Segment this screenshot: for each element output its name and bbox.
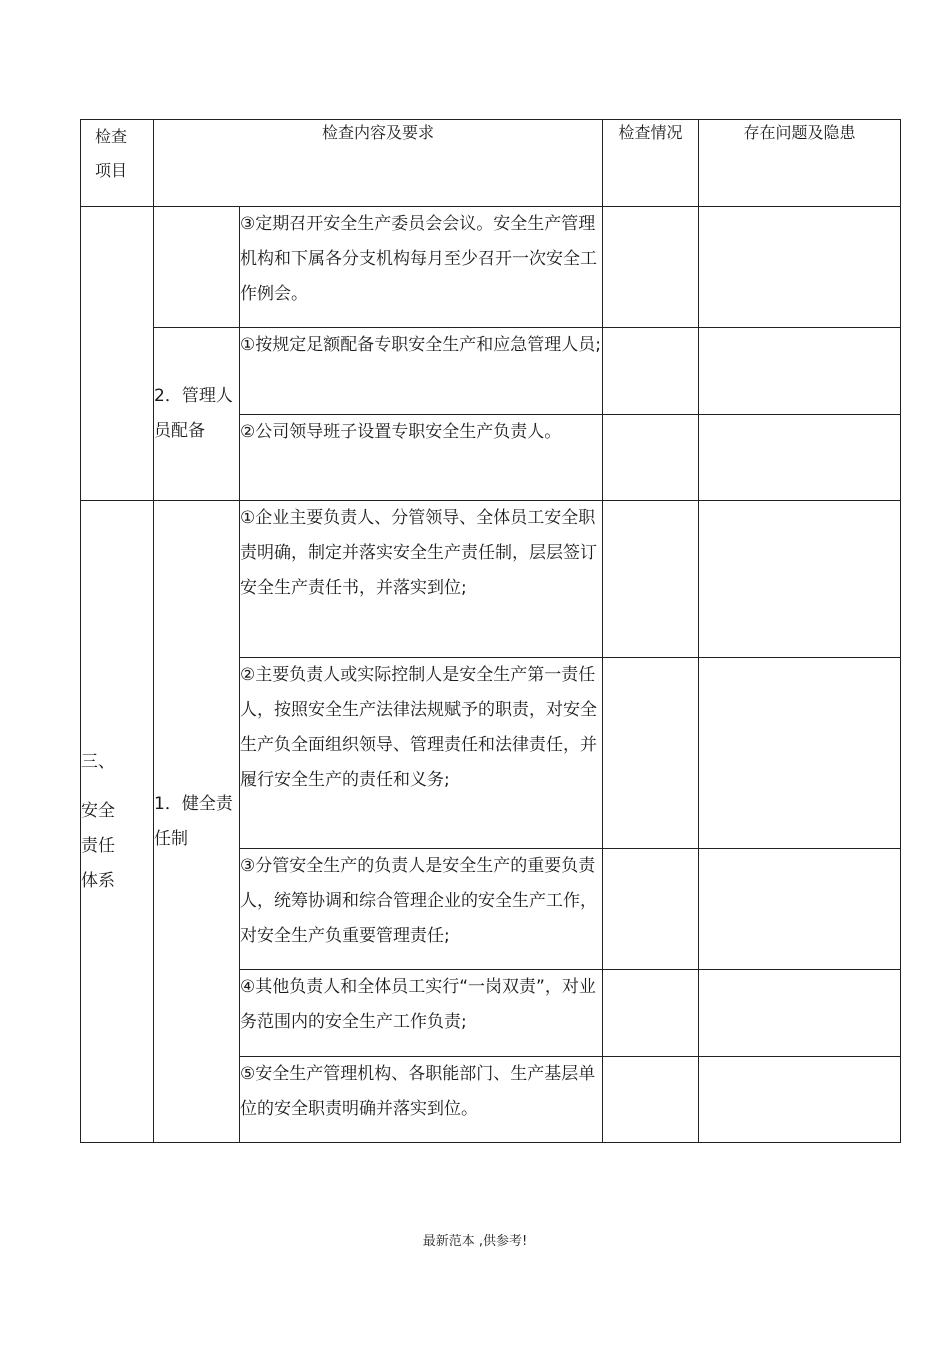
issues-cell[interactable] bbox=[699, 970, 901, 1057]
table-row bbox=[81, 207, 901, 328]
category-cell-empty bbox=[81, 207, 154, 501]
requirement-cell: ②公司领导班子设置专职安全生产负责人。 bbox=[240, 415, 603, 501]
header-issues: 存在问题及隐患 bbox=[699, 120, 901, 207]
issues-cell[interactable] bbox=[699, 415, 901, 501]
requirement-cell: ③定期召开安全生产委员会会议。安全生产管理机构和下属各分支机构每月至少召开一次安全工作例会。 bbox=[240, 207, 603, 328]
table-row bbox=[81, 328, 901, 415]
status-cell[interactable] bbox=[603, 849, 699, 970]
header-item bbox=[81, 120, 154, 207]
table-row bbox=[81, 501, 901, 658]
requirement-cell: ⑤安全生产管理机构、各职能部门、生产基层单位的安全职责明确并落实到位。 bbox=[240, 1057, 603, 1143]
issues-cell[interactable] bbox=[699, 849, 901, 970]
category-safety-responsibility bbox=[81, 501, 154, 1143]
header-content: 检查内容及要求 bbox=[154, 120, 603, 207]
status-cell[interactable] bbox=[603, 415, 699, 501]
header-row bbox=[81, 120, 901, 207]
issues-cell[interactable] bbox=[699, 207, 901, 328]
header-item-line1: 检查 bbox=[95, 127, 128, 146]
requirement-cell: ③分管安全生产的负责人是安全生产的重要负责人，统筹协调和综合管理企业的安全生产工作，对安全生产负重要管理责任; bbox=[240, 849, 603, 970]
requirement-cell: ①企业主要负责人、分管领导、全体员工安全职责明确，制定并落实安全生产责任制，层层签订安全生产责任书，并落实到位; bbox=[240, 501, 603, 658]
status-cell[interactable] bbox=[603, 658, 699, 849]
inspection-table bbox=[80, 119, 901, 1143]
requirement-cell: ④其他负责人和全体员工实行“一岗双责”，对业务范围内的安全生产工作负责; bbox=[240, 970, 603, 1057]
category-label: 安全责任体系 bbox=[81, 800, 115, 891]
subcategory-cell-empty bbox=[154, 207, 240, 328]
header-item-line2: 项目 bbox=[95, 161, 128, 180]
issues-cell[interactable] bbox=[699, 658, 901, 849]
issues-cell[interactable] bbox=[699, 1057, 901, 1143]
status-cell[interactable] bbox=[603, 970, 699, 1057]
issues-cell[interactable] bbox=[699, 328, 901, 415]
status-cell[interactable] bbox=[603, 207, 699, 328]
status-cell[interactable] bbox=[603, 501, 699, 658]
subcategory-responsibility-system: 1．健全责任制 bbox=[154, 501, 240, 1143]
category-number: 三、 bbox=[81, 751, 115, 772]
page-footer: 最新范本 ,供参考! bbox=[422, 1234, 528, 1249]
status-cell[interactable] bbox=[603, 1057, 699, 1143]
requirement-cell: ②主要负责人或实际控制人是安全生产第一责任人，按照安全生产法律法规赋予的职责，对安全生产负全面组织领导、管理责任和法律责任，并履行安全生产的责任和义务; bbox=[240, 658, 603, 849]
issues-cell[interactable] bbox=[699, 501, 901, 658]
subcategory-staffing: 2．管理人员配备 bbox=[154, 328, 240, 501]
header-status: 检查情况 bbox=[603, 120, 699, 207]
status-cell[interactable] bbox=[603, 328, 699, 415]
requirement-cell: ①按规定足额配备专职安全生产和应急管理人员; bbox=[240, 328, 603, 415]
